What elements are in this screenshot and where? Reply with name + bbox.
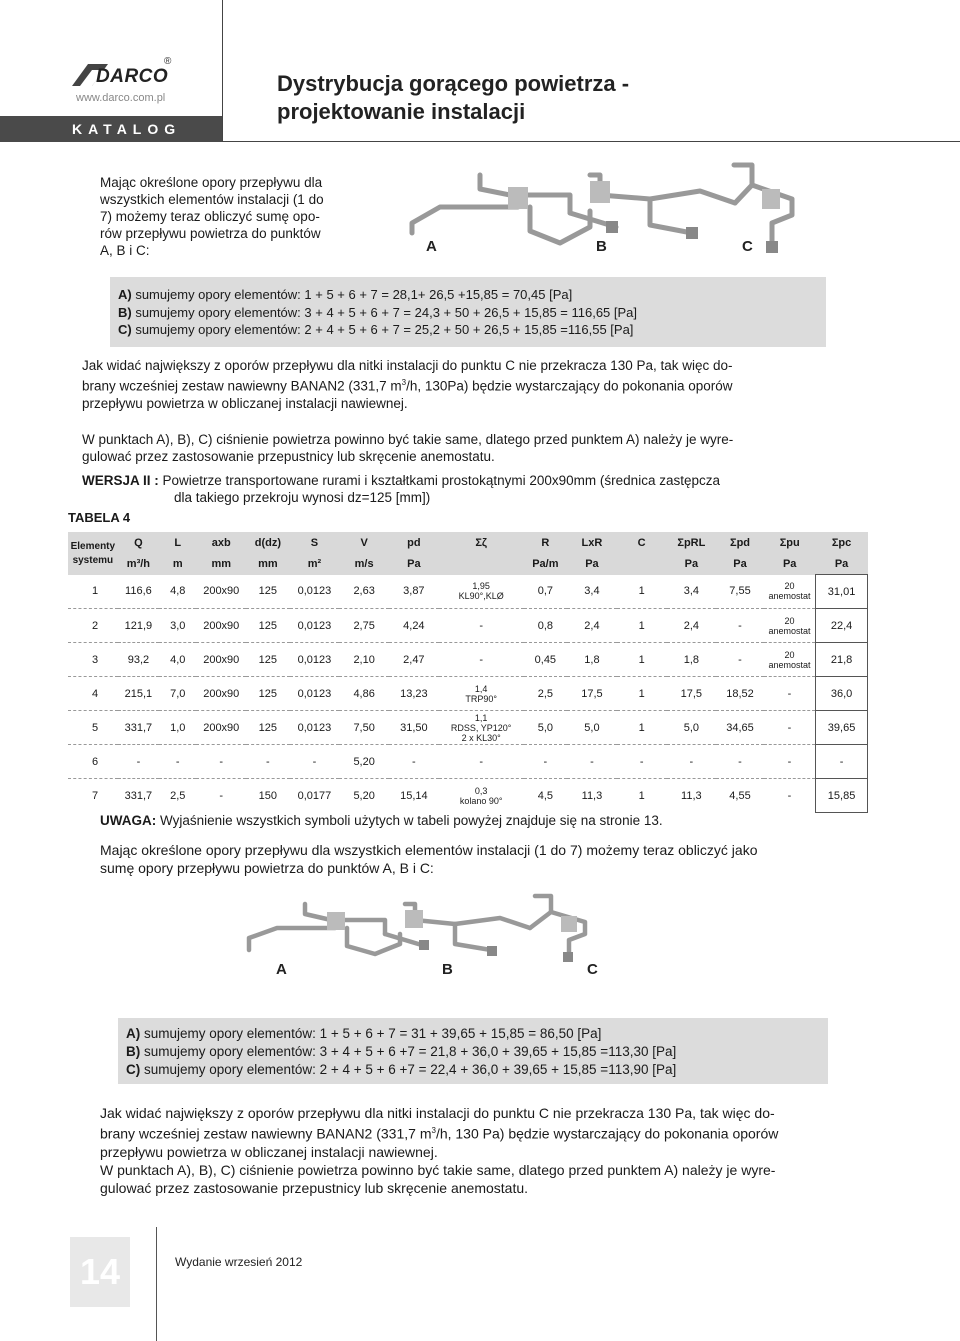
paragraph-line: Jak widać największy z oporów przepływu dla nitki instalacji do punktu C nie przekracza 130 Pa, tak więc do- bbox=[82, 358, 733, 373]
paragraph-line: gulować przez zastosowanie przepustnicy lub skręcenie anemostatu. bbox=[82, 449, 495, 464]
table-cell: 4,0 bbox=[159, 643, 196, 677]
table-cell: 200x90 bbox=[196, 643, 246, 677]
table-cell: 3,4 bbox=[683, 585, 699, 598]
table-cell: 5,0 bbox=[567, 711, 617, 745]
intro-paragraph-2 bbox=[100, 841, 860, 877]
table-cell: 150 bbox=[246, 779, 289, 813]
table-cell bbox=[764, 575, 816, 609]
wersja-label: WERSJA II : bbox=[82, 473, 159, 488]
table-row bbox=[68, 643, 868, 677]
uwaga-label: UWAGA: bbox=[100, 813, 157, 828]
darco-logo bbox=[70, 52, 190, 102]
table-cell: 0,0123 bbox=[290, 643, 340, 677]
table-cell: 125 bbox=[258, 585, 278, 598]
paragraph-line: W punktach A), B), C) ciśnienie powietrza powinno być takie same, dlatego przed punktem A) należy je wyre- bbox=[100, 1161, 776, 1178]
table-cell: 34,65 bbox=[716, 711, 764, 745]
cell-line: 20 bbox=[784, 649, 795, 660]
cell-line: KL90°,KLØ bbox=[458, 591, 504, 602]
cell-line: 1,4 bbox=[474, 683, 488, 694]
point-label-a-2: A bbox=[276, 961, 287, 978]
table-cell: 36,0 bbox=[816, 677, 868, 711]
intro-line: wszystkich elementów instalacji (1 do bbox=[100, 192, 324, 207]
sum-label: C) bbox=[126, 1062, 141, 1077]
superscript: 3 bbox=[431, 1126, 436, 1135]
table-cell: 39,65 bbox=[816, 711, 868, 745]
table-cell: 125 bbox=[246, 609, 289, 643]
row-id-cell: 2 bbox=[68, 609, 118, 643]
table-cell: 0,0123 bbox=[290, 609, 340, 643]
table-cell: 93,2 bbox=[118, 643, 159, 677]
sum-line-b bbox=[126, 1043, 828, 1061]
cell-line: RDSS, YP120° bbox=[450, 722, 512, 733]
installation-diagram-bottom bbox=[235, 890, 635, 970]
col-header: V bbox=[339, 532, 389, 554]
sum-label: B) bbox=[118, 304, 132, 320]
point-label-b-2: B bbox=[442, 961, 453, 978]
table-cell bbox=[439, 711, 524, 745]
table-body bbox=[68, 575, 868, 813]
unit-header: m² bbox=[290, 554, 340, 575]
table-cell: - bbox=[764, 711, 816, 745]
intro-line: Mając określone opory przepływu dla bbox=[100, 175, 323, 190]
table-cell: 31,50 bbox=[389, 711, 439, 745]
table-cell: 4,24 bbox=[389, 609, 439, 643]
paragraph-line bbox=[100, 1122, 860, 1143]
table-row bbox=[68, 575, 868, 609]
sum-text: sumujemy opory elementów: 2 + 4 + 5 + 6 + 7 = 25,2 + 50 + 26,5 + 15,85 =116,55 [Pa] bbox=[131, 322, 634, 337]
table-cell: - bbox=[439, 609, 524, 643]
col-header: LxR bbox=[567, 532, 617, 554]
table-cell: 1,0 bbox=[159, 711, 196, 745]
table-row bbox=[68, 779, 868, 813]
text-span: Powietrze transportowane rurami i kształtkami prostokątnymi 200x90mm (średnica zastępcza bbox=[158, 473, 720, 488]
table-cell: 21,8 bbox=[816, 643, 868, 677]
table-cell: 4,5 bbox=[524, 779, 567, 813]
unit-header: Pa bbox=[716, 554, 764, 575]
table-row bbox=[68, 677, 868, 711]
sum-line-c bbox=[118, 321, 826, 339]
table-cell: 200x90 bbox=[196, 677, 246, 711]
table-cell: 7,55 bbox=[729, 585, 751, 598]
paragraph-line: przepływu powietrza w obliczanej instalacji nawiewnej. bbox=[82, 395, 408, 411]
unit-header: mm bbox=[246, 554, 289, 575]
text-span: brany wcześniej zestaw nawiewny BANAN2 (331,7 m bbox=[82, 378, 402, 394]
table-cell: 15,14 bbox=[389, 779, 439, 813]
paragraph-line: Mając określone opory przepływu dla wszystkich elementów instalacji (1 do 7) możemy teraz obliczyć jako bbox=[100, 842, 758, 858]
page-number-box bbox=[70, 1237, 130, 1307]
table-cell: 1 bbox=[617, 779, 667, 813]
registered-mark: ® bbox=[164, 56, 172, 67]
col-header: d(dz) bbox=[246, 532, 289, 554]
unit-header: m³/h bbox=[118, 554, 159, 575]
table-cell bbox=[439, 575, 524, 609]
table-cell: 4,86 bbox=[339, 677, 389, 711]
table-cell: 2,63 bbox=[353, 585, 375, 598]
col-header: L bbox=[159, 532, 196, 554]
wersja-paragraph bbox=[82, 472, 842, 506]
paragraph-line: Jak widać największy z oporów przepływu dla nitki instalacji do punktu C nie przekracza 130 Pa, tak więc do- bbox=[100, 1105, 775, 1121]
table-cell: 4,8 bbox=[170, 585, 186, 598]
table-cell: 1 bbox=[617, 609, 667, 643]
unit-header: Pa bbox=[764, 554, 816, 575]
table-cell: - bbox=[716, 609, 764, 643]
table-cell: 17,5 bbox=[567, 677, 617, 711]
table-cell: 31,01 bbox=[816, 575, 868, 609]
table-cell: 22,4 bbox=[816, 609, 868, 643]
row-header-line: systemu bbox=[72, 555, 114, 567]
sum-text: sumujemy opory elementów: 2 + 4 + 5 + 6 +7 = 22,4 + 36,0 + 39,65 + 15,85 =113,90 [Pa] bbox=[140, 1062, 677, 1077]
sum-line-b bbox=[118, 304, 826, 322]
sum-label: A) bbox=[118, 287, 132, 302]
table-cell: - bbox=[159, 745, 196, 779]
point-label-c-2: C bbox=[587, 961, 598, 978]
row-header-line: Elementy bbox=[70, 541, 116, 553]
table-cell: 331,7 bbox=[118, 779, 159, 813]
table-cell: - bbox=[196, 745, 246, 779]
sums-box-2 bbox=[118, 1018, 828, 1084]
table-cell: 0,0123 bbox=[290, 677, 340, 711]
table-cell: 2,4 bbox=[567, 609, 617, 643]
table-cell: 331,7 bbox=[118, 711, 159, 745]
col-header: Σpd bbox=[716, 532, 764, 554]
page-number: 14 bbox=[80, 1251, 121, 1292]
paragraph-line bbox=[82, 472, 842, 489]
intro-line: A, B i C: bbox=[100, 243, 150, 258]
cell-line: 1,1 bbox=[474, 712, 488, 723]
table-cell: - bbox=[764, 779, 816, 813]
page-title bbox=[277, 70, 629, 126]
table-cell: 3,4 bbox=[584, 585, 600, 598]
unit-header bbox=[439, 554, 524, 575]
sum-text: sumujemy opory elementów: 1 + 5 + 6 + 7 = 31 + 39,65 + 15,85 = 86,50 [Pa] bbox=[140, 1026, 602, 1041]
header-divider-horizontal bbox=[222, 141, 960, 142]
table-cell: 18,52 bbox=[716, 677, 764, 711]
page-title-line-1: Dystrybucja gorącego powietrza - bbox=[277, 71, 630, 96]
table-cell: - bbox=[716, 643, 764, 677]
unit-header: m/s bbox=[339, 554, 389, 575]
table-cell: 116,6 bbox=[125, 585, 152, 598]
katalog-bar bbox=[0, 116, 222, 142]
table-cell: 200x90 bbox=[196, 711, 246, 745]
col-header: ΣpRL bbox=[667, 532, 717, 554]
sum-label: B) bbox=[126, 1044, 141, 1059]
table-cell: - bbox=[524, 745, 567, 779]
cell-line: kolano 90° bbox=[459, 795, 503, 806]
table-cell: 5,20 bbox=[339, 779, 389, 813]
table-cell: - bbox=[716, 745, 764, 779]
paragraph-line bbox=[82, 374, 842, 395]
unit-header: m bbox=[159, 554, 196, 575]
table-cell: - bbox=[764, 677, 816, 711]
table-cell: 2,47 bbox=[389, 643, 439, 677]
text-span: brany wcześniej zestaw nawiewny BANAN2 (331,7 m bbox=[100, 1125, 432, 1142]
table-element bbox=[68, 532, 868, 813]
table-cell: - bbox=[389, 745, 439, 779]
cell-line: anemostat bbox=[768, 591, 811, 602]
table-cell: 0,8 bbox=[524, 609, 567, 643]
table-cell: - bbox=[567, 745, 617, 779]
paragraph-line: gulować przez zastosowanie przepustnicy lub skręcenie anemostatu. bbox=[100, 1179, 529, 1196]
table-cell: 1,8 bbox=[667, 643, 717, 677]
table-cell: - bbox=[439, 643, 524, 677]
table-cell: 1 bbox=[617, 677, 667, 711]
row-id-cell: 7 bbox=[68, 779, 118, 813]
header-divider-vertical bbox=[222, 0, 223, 142]
paragraph-line: sumę opory przepływu powietrza do punktów A, B i C: bbox=[100, 860, 434, 876]
table-row bbox=[68, 745, 868, 779]
table-cell bbox=[764, 609, 816, 643]
table-cell: 0,0177 bbox=[290, 779, 340, 813]
conclusion-paragraph-2 bbox=[100, 1104, 860, 1197]
cell-line: 0,3 bbox=[474, 785, 488, 796]
table-cell: 3,0 bbox=[159, 609, 196, 643]
table-cell: 125 bbox=[246, 711, 289, 745]
table-cell: 200x90 bbox=[203, 585, 240, 598]
text-span: /h, 130 Pa) będzie wystarczający do pokonania oporów bbox=[435, 1125, 779, 1142]
table-cell: 2,5 bbox=[524, 677, 567, 711]
row-header-cell bbox=[68, 532, 118, 575]
cell-line: anemostat bbox=[768, 625, 811, 636]
row-id-cell: 5 bbox=[68, 711, 118, 745]
table-cell bbox=[439, 677, 524, 711]
table-cell: 4,55 bbox=[716, 779, 764, 813]
col-header: axb bbox=[196, 532, 246, 554]
sum-line-c bbox=[126, 1061, 828, 1079]
table-cell: 1 bbox=[617, 711, 667, 745]
edition-text: Wydanie wrzesień 2012 bbox=[175, 1255, 303, 1269]
superscript: 3 bbox=[401, 378, 407, 387]
point-label-c: C bbox=[742, 238, 753, 255]
uwaga-text: Wyjaśnienie wszystkich symboli użytych w tabeli powyżej znajduje się na stronie 13. bbox=[156, 813, 663, 828]
table-cell: 215,1 bbox=[118, 677, 159, 711]
intro-line: rów przepływu powietrza do punktów bbox=[100, 226, 321, 241]
table-cell: 1,8 bbox=[567, 643, 617, 677]
table-cell: 11,3 bbox=[567, 779, 617, 813]
table-cell: - bbox=[617, 745, 667, 779]
logo-brand-text: DARCO bbox=[96, 66, 169, 87]
paragraph-line: W punktach A), B), C) ciśnienie powietrza powinno być takie same, dlatego przed punktem A) należy je wyre- bbox=[82, 432, 734, 447]
cell-line: 2 x KL30° bbox=[461, 732, 501, 743]
table-cell: 125 bbox=[246, 677, 289, 711]
sum-text: sumujemy opory elementów: 1 + 5 + 6 + 7 = 28,1+ 26,5 +15,85 = 70,45 [Pa] bbox=[131, 287, 573, 302]
cell-line: anemostat bbox=[768, 659, 811, 670]
table-cell: 0,7 bbox=[537, 585, 553, 598]
sum-line-a bbox=[118, 286, 826, 304]
table-cell: - bbox=[764, 745, 816, 779]
point-label-b: B bbox=[596, 238, 607, 255]
table-cell: 7,50 bbox=[339, 711, 389, 745]
table-cell: 5,0 bbox=[524, 711, 567, 745]
table-cell: 2,5 bbox=[159, 779, 196, 813]
row-id-cell: 4 bbox=[68, 677, 118, 711]
table-caption: TABELA 4 bbox=[68, 510, 131, 525]
footer-divider bbox=[156, 1227, 157, 1341]
table-cell: 0,45 bbox=[524, 643, 567, 677]
table-cell: 2,10 bbox=[339, 643, 389, 677]
table-cell: - bbox=[816, 745, 868, 779]
sum-text: sumujemy opory elementów: 3 + 4 + 5 + 6 + 7 = 24,3 + 50 + 26,5 + 15,85 = 116,65 [Pa] bbox=[131, 304, 638, 320]
sum-label: A) bbox=[126, 1026, 141, 1041]
paragraph-line: dla takiego przekroju wynosi dz=125 [mm]) bbox=[174, 490, 431, 505]
col-header: C bbox=[617, 532, 667, 554]
table-cell: - bbox=[246, 745, 289, 779]
table-cell bbox=[764, 643, 816, 677]
logo-url: www.darco.com.pl bbox=[76, 92, 166, 104]
page-title-line-2: projektowanie instalacji bbox=[277, 99, 526, 124]
col-header: Σpu bbox=[764, 532, 816, 554]
table-cell: - bbox=[439, 745, 524, 779]
conclusion-paragraph-1 bbox=[82, 357, 842, 412]
col-header: Q bbox=[118, 532, 159, 554]
col-header: R bbox=[524, 532, 567, 554]
table-cell: 1 bbox=[638, 585, 645, 598]
unit-header: Pa bbox=[389, 554, 439, 575]
row-id-cell: 6 bbox=[68, 745, 118, 779]
intro-line: 7) możemy teraz obliczyć sumę opo- bbox=[100, 209, 320, 224]
table-cell: 200x90 bbox=[196, 609, 246, 643]
table-cell: 13,23 bbox=[389, 677, 439, 711]
table-cell: 1 bbox=[617, 643, 667, 677]
cell-line: TRP90° bbox=[465, 693, 497, 704]
katalog-label: KATALOG bbox=[72, 121, 182, 137]
table-cell: 3,87 bbox=[403, 585, 425, 598]
text-span: /h, 130Pa) będzie wystarczający do pokonania oporów bbox=[406, 378, 733, 394]
unit-header bbox=[617, 554, 667, 575]
unit-header: Pa/m bbox=[524, 554, 567, 575]
table-cell: 5,20 bbox=[339, 745, 389, 779]
sum-text: sumujemy opory elementów: 3 + 4 + 5 + 6 +7 = 21,8 + 36,0 + 39,65 + 15,85 =113,30 [Pa] bbox=[140, 1044, 677, 1059]
cell-line: 20 bbox=[784, 581, 795, 592]
table-cell: 7,0 bbox=[159, 677, 196, 711]
table-cell: 0,0123 bbox=[297, 585, 332, 598]
sum-label: C) bbox=[118, 322, 132, 337]
row-id-cell: 3 bbox=[68, 643, 118, 677]
col-header: Σζ bbox=[439, 532, 524, 554]
col-header: pd bbox=[389, 532, 439, 554]
unit-header: Pa bbox=[567, 554, 617, 575]
paragraph-line: przepływu powietrza w obliczanej instalacji nawiewnej. bbox=[100, 1143, 438, 1160]
regulation-paragraph bbox=[82, 431, 842, 465]
table-cell: 121,9 bbox=[118, 609, 159, 643]
table-cell: 15,85 bbox=[816, 779, 868, 813]
cell-line: 1,95 bbox=[472, 581, 490, 592]
sums-box-1 bbox=[110, 277, 826, 347]
table-cell: - bbox=[118, 745, 159, 779]
intro-paragraph bbox=[100, 174, 370, 259]
table-cell: - bbox=[290, 745, 340, 779]
col-header: Σpc bbox=[816, 532, 868, 554]
table-cell: 5,0 bbox=[667, 711, 717, 745]
sum-line-a bbox=[126, 1025, 828, 1043]
table-cell: 2,4 bbox=[667, 609, 717, 643]
unit-header: Pa bbox=[667, 554, 717, 575]
uwaga-note bbox=[100, 812, 860, 829]
table-cell: - bbox=[196, 779, 246, 813]
table-cell: 2,75 bbox=[339, 609, 389, 643]
table-row bbox=[68, 711, 868, 745]
table-cell: 11,3 bbox=[667, 779, 717, 813]
table-cell: 125 bbox=[246, 643, 289, 677]
point-label-a: A bbox=[426, 238, 437, 255]
unit-header: Pa bbox=[816, 554, 868, 575]
unit-header: mm bbox=[196, 554, 246, 575]
table-cell: - bbox=[667, 745, 717, 779]
cell-line: 20 bbox=[784, 615, 795, 626]
table-cell: 17,5 bbox=[667, 677, 717, 711]
table-row bbox=[68, 609, 868, 643]
col-header: S bbox=[290, 532, 340, 554]
data-table bbox=[68, 532, 868, 813]
table-cell: 0,0123 bbox=[290, 711, 340, 745]
table-cell bbox=[439, 779, 524, 813]
row-id-cell: 1 bbox=[92, 585, 99, 598]
